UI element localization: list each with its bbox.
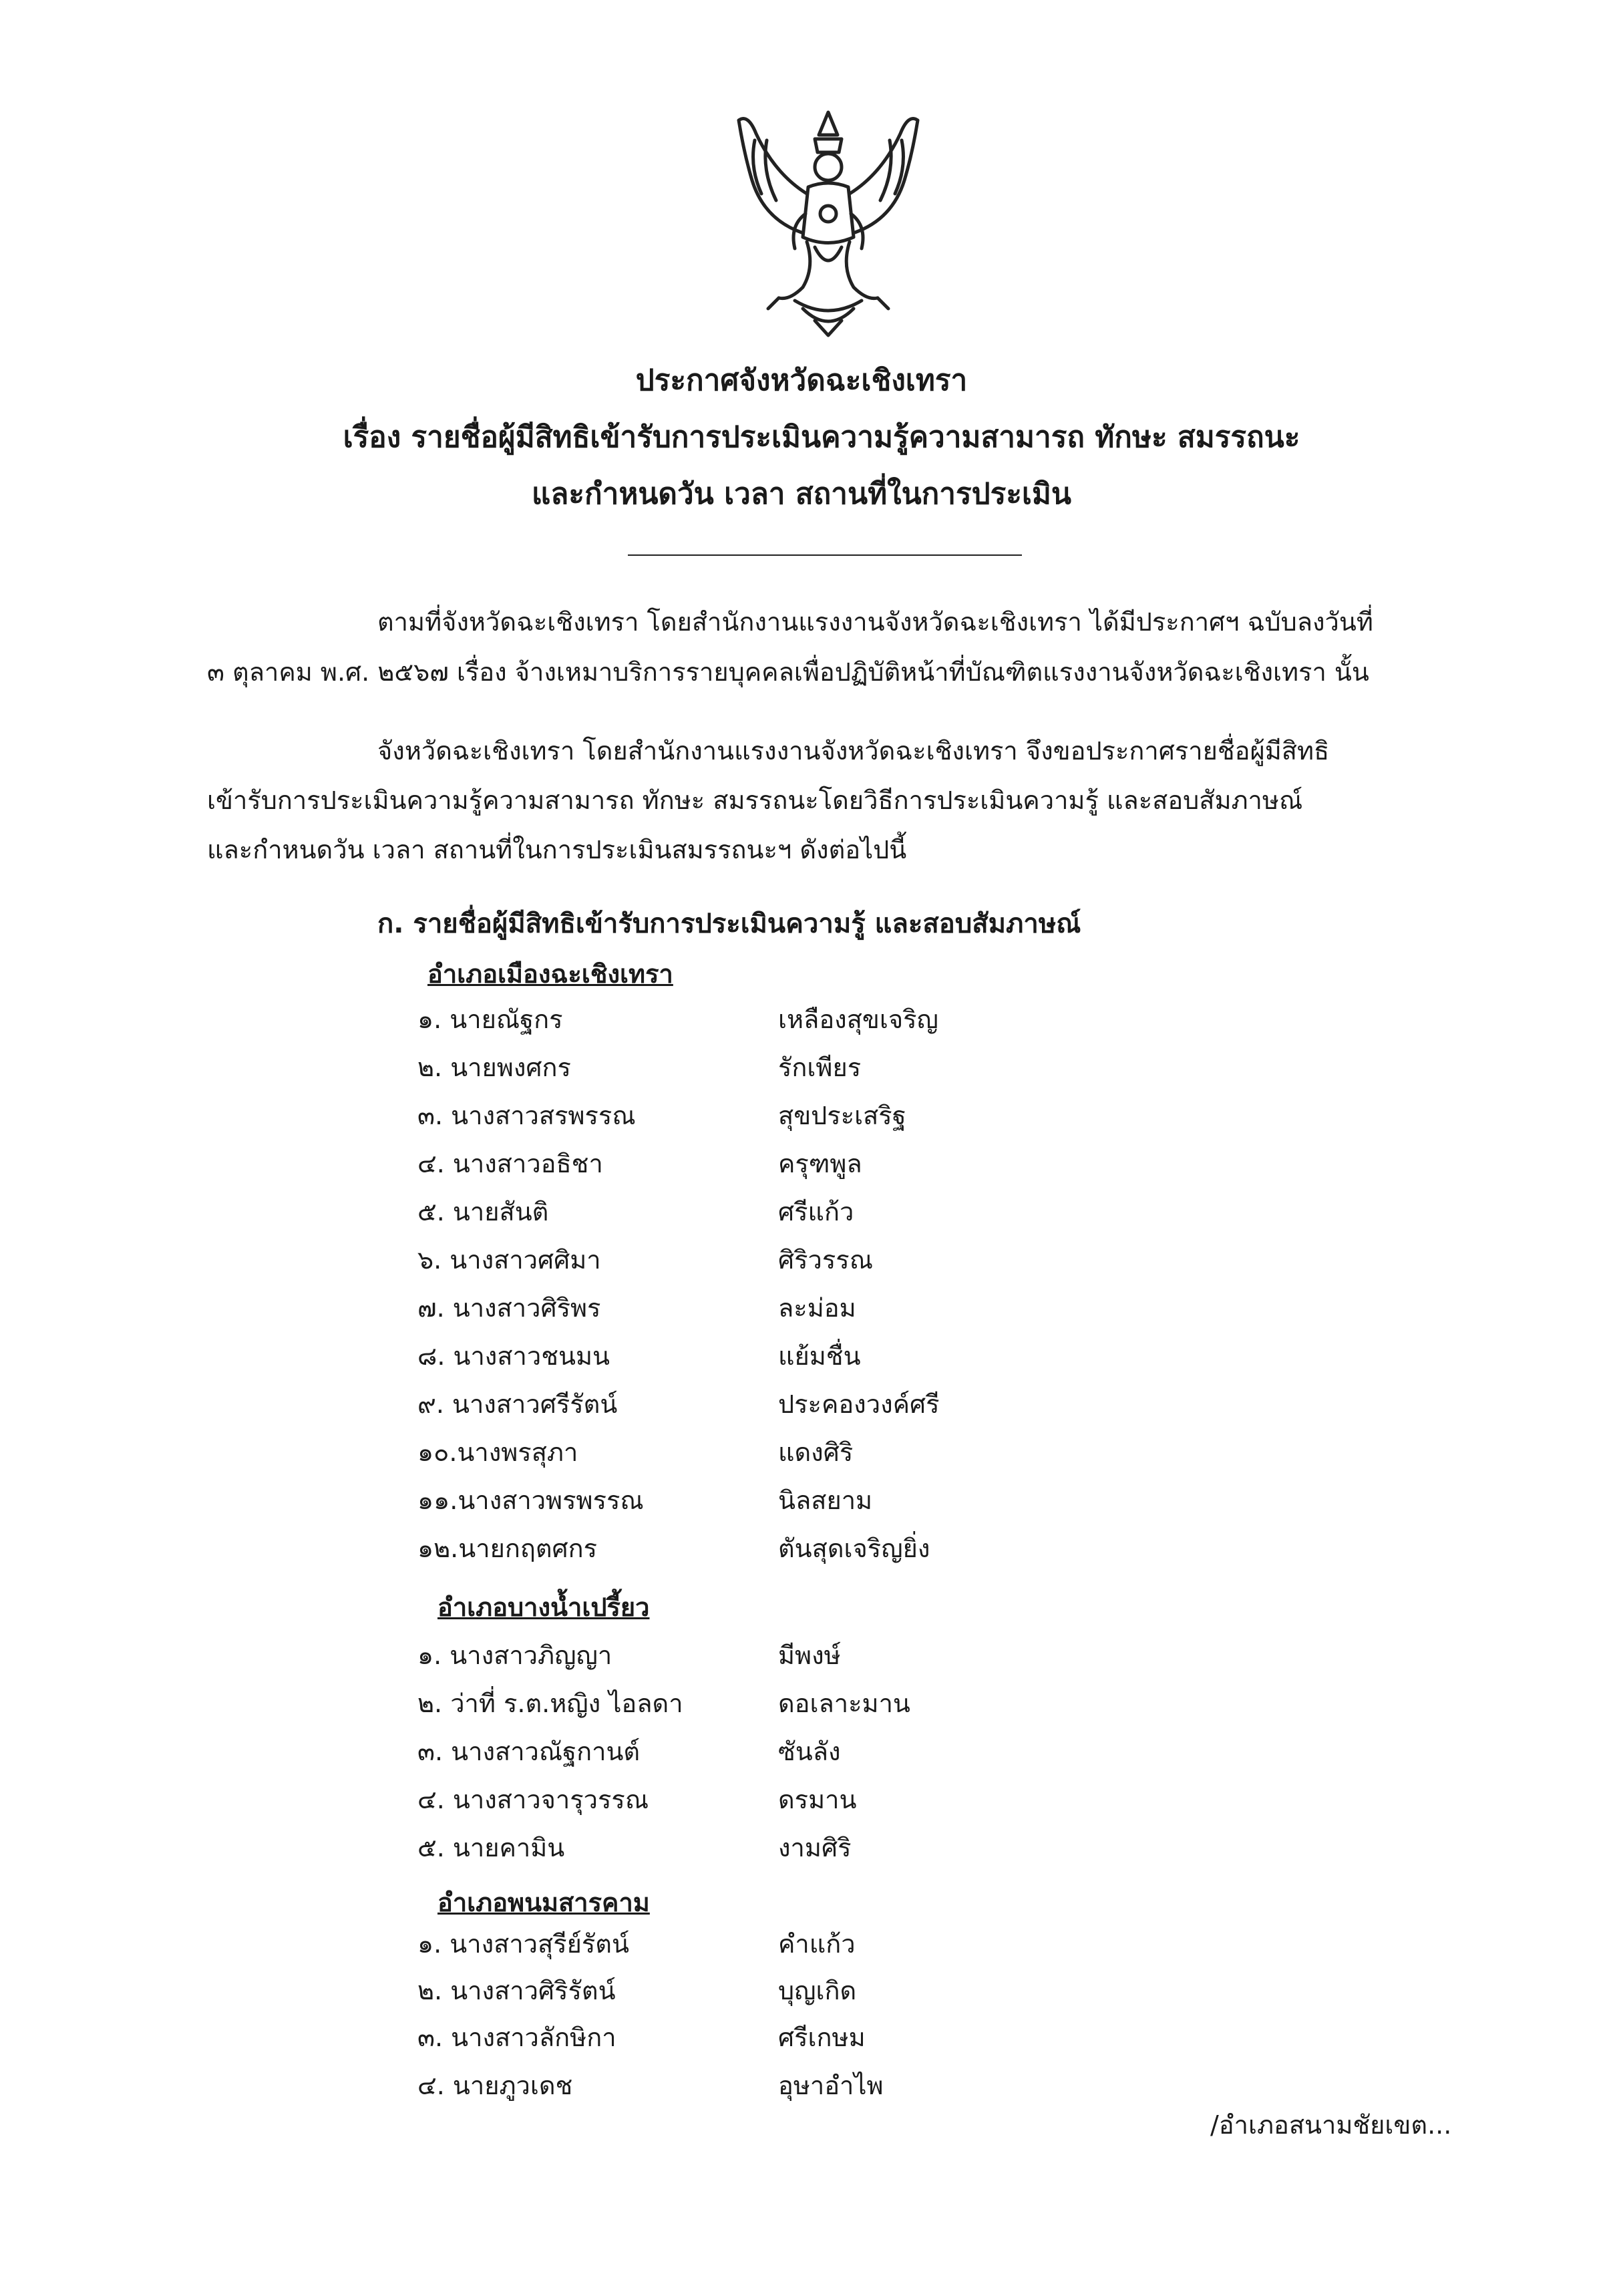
paragraph-2-line-1: จังหวัดฉะเชิงเทรา โดยสำนักงานแรงงานจังหวัดฉะเชิงเทรา จึงขอประกาศรายชื่อผู้มีสิทธิ xyxy=(377,736,1330,766)
candidate-first-name: ๒. นางสาวศิริรัตน์ xyxy=(417,1976,616,2005)
candidate-first-name: ๗. นางสาวศิริพร xyxy=(417,1293,601,1323)
candidate-last-name: ซันลัง xyxy=(778,1737,841,1766)
section-a-heading: ก. รายชื่อผู้มีสิทธิเข้ารับการประเมินความรู้ และสอบสัมภาษณ์ xyxy=(377,909,1081,939)
candidate-last-name: ครุฑพูล xyxy=(778,1149,862,1178)
candidate-last-name: นิลสยาม xyxy=(778,1486,873,1515)
district-heading: อำเภอเมืองฉะเชิงเทรา xyxy=(427,959,673,989)
candidate-last-name: บุญเกิด xyxy=(778,1976,857,2005)
candidate-first-name: ๑๐.นางพรสุภา xyxy=(417,1438,578,1467)
candidate-first-name: ๙. นางสาวศรีรัตน์ xyxy=(417,1389,618,1419)
paragraph-1-line-1: ตามที่จังหวัดฉะเชิงเทรา โดยสำนักงานแรงงานจังหวัดฉะเชิงเทรา ได้มีประกาศฯ ฉบับลงวันที่ xyxy=(377,607,1373,637)
candidate-first-name: ๑. นางสาวสุรีย์รัตน์ xyxy=(417,1929,629,1959)
candidate-last-name: ประคองวงค์ศรี xyxy=(778,1389,940,1419)
candidate-first-name: ๘. นางสาวชนมน xyxy=(417,1341,610,1371)
candidate-last-name: รักเพียร xyxy=(778,1053,862,1082)
candidate-last-name: ศิริวรรณ xyxy=(778,1245,873,1275)
continuation-note: /อำเภอสนามชัยเขต... xyxy=(1210,2110,1452,2140)
candidate-last-name: ดรมาน xyxy=(778,1785,857,1814)
candidate-first-name: ๖. นางสาวศศิมา xyxy=(417,1245,601,1275)
district-heading: อำเภอบางน้ำเปรี้ยว xyxy=(437,1593,650,1622)
candidate-last-name: ดอเลาะมาน xyxy=(778,1689,910,1718)
candidate-last-name: อุษาอำไพ xyxy=(778,2071,884,2100)
candidate-first-name: ๓. นางสาวลักษิกา xyxy=(417,2023,616,2052)
candidate-first-name: ๑๑.นางสาวพรพรรณ xyxy=(417,1486,644,1515)
candidate-first-name: ๑๒.นายกฤตศกร xyxy=(417,1534,598,1563)
paragraph-2-line-2: เข้ารับการประเมินความรู้ความสามารถ ทักษะ สมรรถนะโดยวิธีการประเมินความรู้ และสอบสัมภาษณ์ xyxy=(207,786,1303,815)
paragraph-2-line-3: และกำหนดวัน เวลา สถานที่ในการประเมินสมรรถนะฯ ดังต่อไปนี้ xyxy=(207,835,907,864)
candidate-first-name: ๕. นายคามิน xyxy=(417,1833,565,1862)
candidate-last-name: งามศิริ xyxy=(778,1833,852,1862)
announcement-subject: เรื่อง รายชื่อผู้มีสิทธิเข้ารับการประเมินความรู้ความสามารถ ทักษะ สมรรถนะ xyxy=(343,420,1300,454)
candidate-first-name: ๔. นายภูวเดช xyxy=(417,2071,573,2100)
district-heading: อำเภอพนมสารคาม xyxy=(437,1888,650,1917)
candidate-last-name: เหลืองสุขเจริญ xyxy=(778,1005,938,1034)
title-divider xyxy=(628,554,1022,556)
candidate-first-name: ๔. นางสาวจารุวรรณ xyxy=(417,1785,649,1814)
candidate-last-name: ศรีแก้ว xyxy=(778,1197,854,1226)
candidate-last-name: คำแก้ว xyxy=(778,1929,856,1959)
candidate-last-name: สุขประเสริฐ xyxy=(778,1101,906,1130)
candidate-last-name: ละม่อม xyxy=(778,1293,856,1323)
candidate-first-name: ๕. นายสันติ xyxy=(417,1197,549,1226)
candidate-first-name: ๑. นายณัฐกร xyxy=(417,1005,563,1034)
announcement-subject-cont: และกำหนดวัน เวลา สถานที่ในการประเมิน xyxy=(532,477,1071,511)
candidate-first-name: ๔. นางสาวอธิชา xyxy=(417,1149,603,1178)
candidate-first-name: ๒. ว่าที่ ร.ต.หญิง ไอลดา xyxy=(417,1689,683,1718)
candidate-last-name: แย้มชื่น xyxy=(778,1341,861,1371)
paragraph-1-line-2: ๓ ตุลาคม พ.ศ. ๒๕๖๗ เรื่อง จ้างเหมาบริการรายบุคคลเพื่อปฏิบัติหน้าที่บัณฑิตแรงงานจังหวัดฉะเชิงเทรา นั้น xyxy=(207,657,1369,687)
garuda-emblem xyxy=(715,100,942,341)
announcement-title: ประกาศจังหวัดฉะเชิงเทรา xyxy=(635,363,968,397)
candidate-last-name: มีพงษ์ xyxy=(778,1641,841,1670)
candidate-last-name: แดงศิริ xyxy=(778,1438,854,1467)
candidate-first-name: ๑. นางสาวภิญญา xyxy=(417,1641,612,1670)
candidate-last-name: ศรีเกษม xyxy=(778,2023,866,2052)
candidate-first-name: ๓. นางสาวณัฐกานต์ xyxy=(417,1737,641,1766)
candidate-first-name: ๒. นายพงศกร xyxy=(417,1053,571,1082)
candidate-last-name: ตันสุดเจริญยิ่ง xyxy=(778,1534,930,1563)
candidate-first-name: ๓. นางสาวสรพรรณ xyxy=(417,1101,636,1130)
